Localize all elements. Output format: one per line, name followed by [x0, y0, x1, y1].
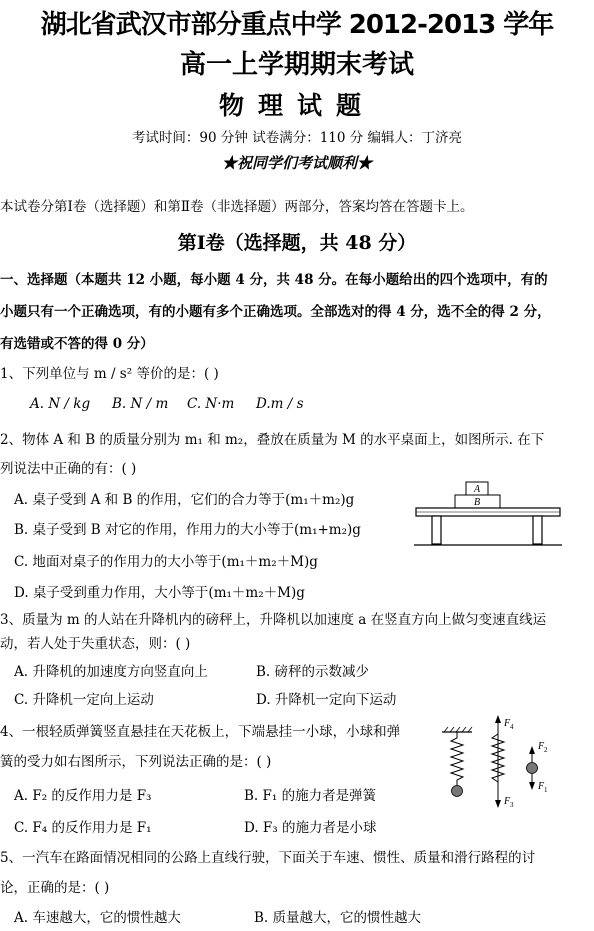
q2-option-a: A. 桌子受到 A 和 B 的作用，它们的合力等于(m₁＋m₂)g	[14, 492, 355, 508]
q4-stem-line-1: 4、一根轻质弹簧竖直悬挂在天花板上，下端悬挂一小球，小球和弹	[0, 724, 401, 740]
table-leg-right	[533, 516, 542, 544]
q3-stem-line-1: 3、质量为 m 的人站在升降机内的磅秤上，升降机以加速度 a 在竖直方向上做匀变速直线运	[0, 612, 547, 628]
q3-option-a: A. 升降机的加速度方向竖直向上	[14, 664, 208, 680]
force-f3-label: F	[504, 796, 511, 807]
force-f3-sub: 3	[510, 801, 514, 809]
q3-option-b: B. 磅秤的示数减少	[256, 664, 370, 680]
block-a-label: A	[473, 484, 481, 495]
q4-option-b: B. F₁ 的施力者是弹簧	[244, 788, 377, 804]
spring-figure	[440, 712, 580, 812]
q2-stem-line-1: 2、物体 A 和 B 的质量分别为 m₁ 和 m₂，叠放在质量为 M 的水平桌面上，如图所示. 在下	[0, 432, 545, 448]
instructions-line-3: 有选错或不答的得 0 分）	[0, 336, 154, 352]
good-luck-banner: ★祝同学们考试顺利★	[221, 154, 372, 172]
instructions-line-2: 小题只有一个正确选项，有的小题有多个正确选项。全部选对的得 4 分，选不全的得 2 分，	[0, 304, 551, 320]
force-f4-sub: 4	[510, 723, 514, 731]
q5-stem-line-2: 论，正确的是：( )	[0, 880, 110, 896]
block-b-label: B	[473, 497, 481, 508]
q5-option-b: B. 质量越大，它的惯性越大	[254, 910, 422, 926]
intro-text: 本试卷分第Ⅰ卷（选择题）和第Ⅱ卷（非选择题）两部分，答案均答在答题卡上。	[0, 199, 474, 215]
q1-stem: 1、下列单位与 m / s² 等价的是：( )	[0, 366, 219, 382]
exam-title-line1: 湖北省武汉市部分重点中学 2012-2013 学年	[40, 10, 554, 40]
q1-option-d: D.m / s	[256, 396, 304, 412]
q3-option-d: D. 升降机一定向下运动	[256, 692, 397, 708]
spring-1	[451, 732, 463, 786]
q1-option-a: A. N / kg	[30, 396, 91, 412]
section-heading: 第Ⅰ卷（选择题，共 48 分）	[177, 232, 417, 254]
force-f2-sub: 2	[544, 746, 548, 754]
exam-title-line2: 高一上学期期末考试	[179, 50, 414, 80]
force-f2-label: F	[538, 741, 545, 752]
instructions-line-1: 一、选择题（本题共 12 小题，每小题 4 分，共 48 分。在每小题给出的四个选项中，有的	[0, 272, 548, 288]
q1-option-b: B. N / m	[112, 396, 169, 412]
q2-stem-line-2: 列说法中正确的有：( )	[0, 461, 137, 477]
q2-option-d: D. 桌子受到重力作用，大小等于(m₁＋m₂＋M)g	[14, 585, 305, 601]
q5-option-a: A. 车速越大，它的惯性越大	[14, 910, 181, 926]
force-f1-label: F	[538, 781, 545, 792]
q1-option-c: C. N·m	[187, 396, 235, 412]
q4-option-d: D. F₃ 的施力者是小球	[244, 820, 377, 836]
exam-info: 考试时间：90 分钟 试卷满分：110 分 编辑人：丁济亮	[131, 130, 463, 146]
table-figure	[412, 478, 564, 550]
exam-subject-title: 物理试题	[218, 91, 375, 120]
q4-option-a: A. F₂ 的反作用力是 F₃	[14, 788, 152, 804]
ball-2	[527, 763, 538, 774]
ball-1	[452, 786, 463, 797]
force-f1-sub: 1	[544, 786, 548, 794]
q5-stem-line-1: 5、一汽车在路面情况相同的公路上直线行驶，下面关于车速、惯性、质量和滑行路程的讨	[0, 850, 536, 866]
q2-option-b: B. 桌子受到 B 对它的作用，作用力的大小等于(m₁+m₂)g	[14, 522, 361, 538]
q2-option-c: C. 地面对桌子的作用力的大小等于(m₁＋m₂＋M)g	[14, 554, 318, 570]
table-leg-left	[432, 516, 441, 544]
q4-option-c: C. F₄ 的反作用力是 F₁	[14, 820, 152, 836]
q3-option-c: C. 升降机一定向上运动	[14, 692, 154, 708]
q4-stem-line-2: 簧的受力如右图所示，下列说法正确的是：( )	[0, 754, 272, 770]
q3-stem-line-2: 动，若人处于失重状态，则：( )	[0, 636, 191, 652]
force-f4-label: F	[504, 718, 511, 729]
